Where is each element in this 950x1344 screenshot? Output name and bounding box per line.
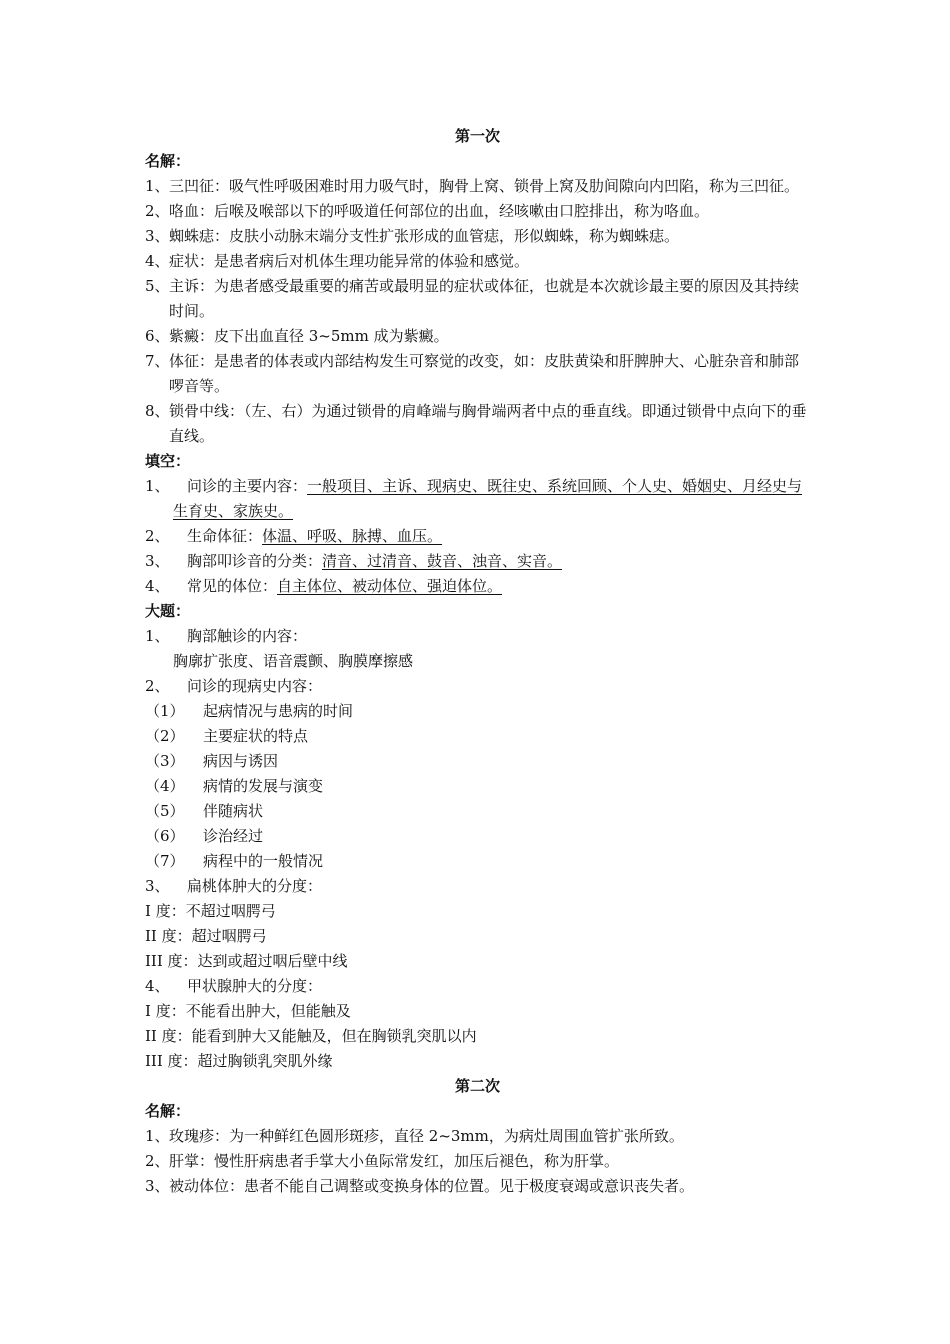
definition-item: 1、 玫瑰疹：为一种鲜红色圆形斑疹，直径 2~3mm，为病灶周围血管扩张所致。 [145,1127,684,1145]
definition-item: 2、 咯血：后喉及喉部以下的呼吸道任何部位的出血，经咳嗽由口腔排出，称为咯血。 [145,202,710,220]
big-question: 1、 胸部触诊的内容： [145,627,308,645]
fill-answer: 自主体位、被动体位、强迫体位。 [277,577,503,595]
definition-item: 3、 蜘蛛痣：皮肤小动脉末端分支性扩张形成的血管痣，形似蜘蛛，称为蜘蛛痣。 [145,227,680,245]
big-question: 2、 问诊的现病史内容： [145,677,323,695]
fill-item: 4、 常见的体位：自主体位、被动体位、强迫体位。 [145,577,503,595]
list-item: （5） 伴随病状 [145,802,264,820]
definition-item: 8、 锁骨中线：（左、右）为通过锁骨的肩峰端与胸骨端两者中点的垂直线。即通过锁骨中点向下的垂直线。 [145,402,807,445]
definition-item: 3、 被动体位：患者不能自己调整或变换身体的位置。见于极度衰竭或意识丧失者。 [145,1177,695,1195]
fill-answer: 体温、呼吸、脉搏、血压。 [262,527,443,545]
big-question-answer: 胸廓扩张度、语音震颤、胸膜摩擦感 [173,652,414,670]
grade-line: II 度：能看到肿大又能触及，但在胸锁乳突肌以内 [145,1027,477,1045]
big-question: 4、 甲状腺肿大的分度： [145,977,323,995]
definition-item: 6、 紫癜：皮下出血直径 3~5mm 成为紫癜。 [145,327,449,345]
definition-item: 7、 体征：是患者的体表或内部结构发生可察觉的改变，如：皮肤黄染和肝脾肿大、心脏杂音和肺部啰音等。 [145,352,800,395]
fill-answer: 清音、过清音、鼓音、浊音、实音。 [322,552,563,570]
list-item: （1） 起病情况与患病的时间 [145,702,354,720]
list-item: （6） 诊治经过 [145,827,264,845]
document-body [145,124,810,1199]
fill-item: 3、 胸部叩诊音的分类：清音、过清音、鼓音、浊音、实音。 [145,552,563,570]
section-title-second: 第二次 [454,1077,500,1095]
section-title-first: 第一次 [454,127,500,145]
big-question-heading: 大题： [145,602,191,620]
grade-line: II 度：超过咽腭弓 [145,927,267,945]
grade-line: I 度：不超过咽腭弓 [145,902,276,920]
grade-line: III 度：超过胸锁乳突肌外缘 [145,1052,333,1070]
definition-item: 1、 三凹征：吸气性呼吸困难时用力吸气时，胸骨上窝、锁骨上窝及肋间隙向内凹陷，称为三凹征。 [145,177,800,195]
fill-item: 1、 问诊的主要内容：一般项目、主诉、现病史、既往史、系统回顾、个人史、婚姻史、月经史与生育史、家族史。 [145,477,803,520]
grade-line: III 度：达到或超过咽后壁中线 [145,952,348,970]
fill-answer: 一般项目、主诉、现病史、既往史、系统回顾、个人史、婚姻史、月经史与生育史、家族史。 [173,477,803,520]
list-item: （2） 主要症状的特点 [145,727,309,745]
list-item: （3） 病因与诱因 [145,752,279,770]
big-question: 3、 扁桃体肿大的分度： [145,877,323,895]
fill-heading: 填空： [145,452,191,470]
definition-item: 4、 症状：是患者病后对机体生理功能异常的体验和感觉。 [145,252,530,270]
fill-item: 2、 生命体征：体温、呼吸、脉搏、血压。 [145,527,443,545]
definitions-heading: 名解： [145,152,191,170]
definition-item: 5、 主诉：为患者感受最重要的痛苦或最明显的症状或体征，也就是本次就诊最主要的原因及其持续时间。 [145,277,800,320]
definition-item: 2、 肝掌：慢性肝病患者手掌大小鱼际常发红，加压后褪色，称为肝掌。 [145,1152,620,1170]
list-item: （4） 病情的发展与演变 [145,777,324,795]
grade-line: I 度：不能看出肿大，但能触及 [145,1002,351,1020]
definitions-heading: 名解： [145,1102,191,1120]
list-item: （7） 病程中的一般情况 [145,852,324,870]
